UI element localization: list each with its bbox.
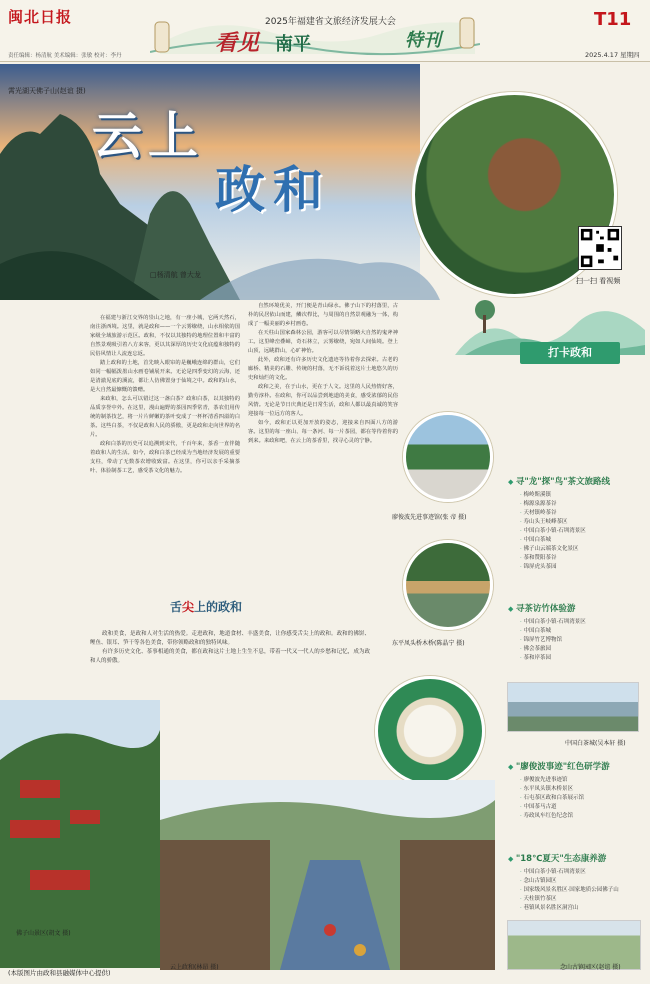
route-item: · 锦屏竹艺博物馆 bbox=[520, 636, 586, 645]
route-heading: ◆ "廖俊波事迹"红色研学游 bbox=[508, 760, 610, 772]
article-paragraph: 踏上政和的土地，首先映入眼帘的是巍峨连绵的群山，它们如同一幅幅泼墨山水画卷铺展开来。无论是四季变幻的云海，还是清澈见底的溪流，都让人仿佛置身于仙境之中。政和的山水，是大自然最慷慨的馈赠。 bbox=[90, 360, 240, 393]
route-item: · 国家级风景名胜区·国家地质公园佛子山 bbox=[520, 886, 619, 895]
photo-credit: (本版图片由政和县融媒体中心提供) bbox=[8, 969, 111, 977]
dish-photo bbox=[375, 676, 485, 786]
route-list bbox=[520, 618, 586, 663]
route-heading: ◆ 寻茶访竹体验游 bbox=[508, 602, 575, 614]
paper-name: 闽北日报 bbox=[8, 8, 73, 26]
route-item: · 寿政凤车红色纪念馆 bbox=[520, 812, 584, 821]
route-list bbox=[520, 868, 619, 913]
route-item: · 佛子山云端茶文化景区 bbox=[520, 545, 586, 554]
route-list bbox=[520, 776, 584, 821]
route-item: · 佛会茶旅园 bbox=[520, 645, 586, 654]
route-heading: ◆ "18℃夏天"生态康养游 bbox=[508, 852, 606, 864]
tea-city-photo bbox=[507, 682, 639, 732]
route-item: · 中国白茶小镇·石圳湾景区 bbox=[520, 527, 586, 536]
route-heading: ◆ 寻"龙"探"鸟"茶文旅路线 bbox=[508, 475, 610, 487]
article-column-2 bbox=[248, 302, 398, 612]
route-item: · 中国白茶城 bbox=[520, 627, 586, 636]
photo-caption: 中国白茶城(吴本轩 摄) bbox=[565, 740, 626, 747]
kanjian-title: 看见 bbox=[215, 30, 260, 56]
route-item: · 中国茶马古道 bbox=[520, 803, 584, 812]
main-title-yunshang: 云上 bbox=[92, 106, 204, 165]
section-paragraph: 有许多历史文化、茶事相通的美食，都在政和这片土地上生生不息，带着一代又一代人的乡愁和记忆，成为政和人的骄傲。 bbox=[90, 649, 370, 664]
route-item: · 中国白茶小镇·石圳湾景区 bbox=[520, 868, 619, 877]
article-paragraph: 自然环境优美，开门便是青山绿水。佛子山下的村落里，古朴的民居依山而建，鳞次栉比，与周围的自然景观融为一体，构成了一幅美丽的乡村画卷。 bbox=[248, 303, 398, 327]
photo-caption: 佛子山景区(胡文 摄) bbox=[16, 930, 71, 937]
masthead bbox=[0, 0, 650, 62]
article-paragraph: 在福建与浙江交界的崇山之地，有一座小城，它两天然石，南注浙西境。这里，就是政和——一个云雾缭绕，山水相依的国家级全域旅游示范区。政和，不仅以其独特的地理位置和丰富的自然景观吸引着八方来客，更以其深厚的历史文化底蕴和独特的民俗风情让人流连忘返。 bbox=[90, 315, 240, 357]
route-item: · 寿山头王岐峰茶区 bbox=[520, 518, 586, 527]
article-paragraph: 政和白茶的历史可以追溯到宋代，千百年来，茶香一直伴随着政和人的生活。如今，政和白茶已经成为当地经济发展的重要支柱，带动了无数茶农增收致富。在这里，你可以亲手采摘茶叶、体验制茶工艺，感受茶文化的魅力。 bbox=[90, 441, 240, 474]
page-number: T11 bbox=[594, 9, 632, 30]
article-paragraph: 在天柱山国家森林公园，游客可以尽情领略大自然的鬼斧神工。这里峰峦叠嶂，奇石林立，云雾缭绕，宛如人间仙境。登上山顶，远眺群山，心旷神怡。 bbox=[248, 330, 398, 354]
ancient-town-photo bbox=[160, 780, 495, 970]
route-item: · 中国白茶城 bbox=[520, 536, 586, 545]
section-paragraph: 政和美食，是政和人对生活的热爱。走进政和，地道食材、丰盛美食，让你感受舌尖上的政和。政和的佛饼、鲤鱼、银耳、笋干等各色美食，带你领略政和的独特风味。 bbox=[90, 631, 370, 646]
article-column-1 bbox=[90, 314, 240, 590]
section-title-part: 上的政和 bbox=[194, 600, 243, 614]
byline: □杨清航 曾大龙 bbox=[150, 271, 201, 279]
conference-title: 2025年福建省文旅经济发展大会 bbox=[265, 17, 396, 27]
photo-caption: 念山古镇园区(赵谊 摄) bbox=[560, 964, 621, 971]
route-item: · 锦屏虎头茶园 bbox=[520, 563, 586, 572]
route-item: · 念山古镇园区 bbox=[520, 877, 619, 886]
photo-caption: 云上政和(林昂 摄) bbox=[170, 964, 219, 971]
main-title-zhenghe: 政和 bbox=[215, 160, 331, 219]
article-paragraph: 此外，政和还有许多历史文化遗迹等待着你去探索。古老的廊桥、精美的石雕、传统的村落，无不诉说着这片土地悠久的历史和灿烂的文化。 bbox=[248, 357, 398, 381]
section-title bbox=[170, 598, 242, 615]
route-item: · 茶和赞阳茶谷 bbox=[520, 554, 586, 563]
route-list bbox=[520, 491, 586, 572]
special-edition-label: 特刊 bbox=[405, 30, 441, 51]
section-title-highlight: 尖 bbox=[182, 600, 195, 614]
route-item: · 天材镇岭茶谷 bbox=[520, 509, 586, 518]
route-item: · 天柱镇竹茶区 bbox=[520, 895, 619, 904]
editors-line: 责任编辑：杨清航 美术编辑：张敏 校对：李丹 bbox=[8, 53, 122, 59]
section-text bbox=[90, 630, 370, 700]
route-item: · 梅源泉源茶谷 bbox=[520, 500, 586, 509]
hero-caption: 霄光湖天佛子山(赵谊 摄) bbox=[8, 87, 86, 95]
route-item: · 廖俊波先进事迹馆 bbox=[520, 776, 584, 785]
publication-date: 2025.4.17 星期四 bbox=[585, 51, 640, 59]
route-item: · 巷镇风景名胜区洞宫山 bbox=[520, 904, 619, 913]
photo-caption: 廖俊波先进事迹馆(张 帝 摄) bbox=[392, 514, 467, 521]
route-item: · 石屯茶区政和白茶展示馆 bbox=[520, 794, 584, 803]
sidebar-title: 打卡政和 bbox=[520, 342, 620, 364]
article-paragraph: 如今，政和正以更加开放的姿态，迎接来自四面八方的游客。这里的每一座山、每一条河、每一片茶园，都在等待着你的到来。来政和吧，在云上的茶香里，找寻心灵的宁静。 bbox=[248, 420, 398, 444]
bridge-photo bbox=[403, 540, 493, 630]
memorial-hall-photo bbox=[403, 412, 493, 502]
qr-code-icon[interactable] bbox=[578, 226, 622, 270]
nanping-title: 南平 bbox=[275, 34, 311, 55]
route-item: · 茶和岸茶园 bbox=[520, 654, 586, 663]
qr-caption: 扫一扫 看视频 bbox=[576, 277, 621, 285]
article-paragraph: 来政和，怎么可以错过这一盏白茶？政和白茶，以其独特的品质享誉中外。在这里，漫山遍野的茶园四季常青，茶农们用传统的制茶技艺，将一片片鲜嫩的茶叶变成了一杯杯清香四溢的白茶。这些白茶，不仅是政和人民的骄傲，更是政和走向世界的名片。 bbox=[90, 396, 240, 438]
section-title-part: 舌 bbox=[170, 600, 183, 614]
route-item: · 梅岭斯溪镇 bbox=[520, 491, 586, 500]
route-item: · 中国白茶小镇·石圳湾景区 bbox=[520, 618, 586, 627]
photo-caption: 东平凤头桥木桥(陈晶宁 摄) bbox=[392, 640, 465, 647]
route-item: · 东平凤头镇木桥景区 bbox=[520, 785, 584, 794]
article-paragraph: 政和之美，在于山水，更在于人文。这里的人民热情好客，勤劳淳朴。在政和，你可以品尝到地道的美食，感受浓郁的民俗风情。无论是节日庆典还是日常生活，政和人都以最真诚的笑容迎接每一位远方的客人。 bbox=[248, 384, 398, 417]
